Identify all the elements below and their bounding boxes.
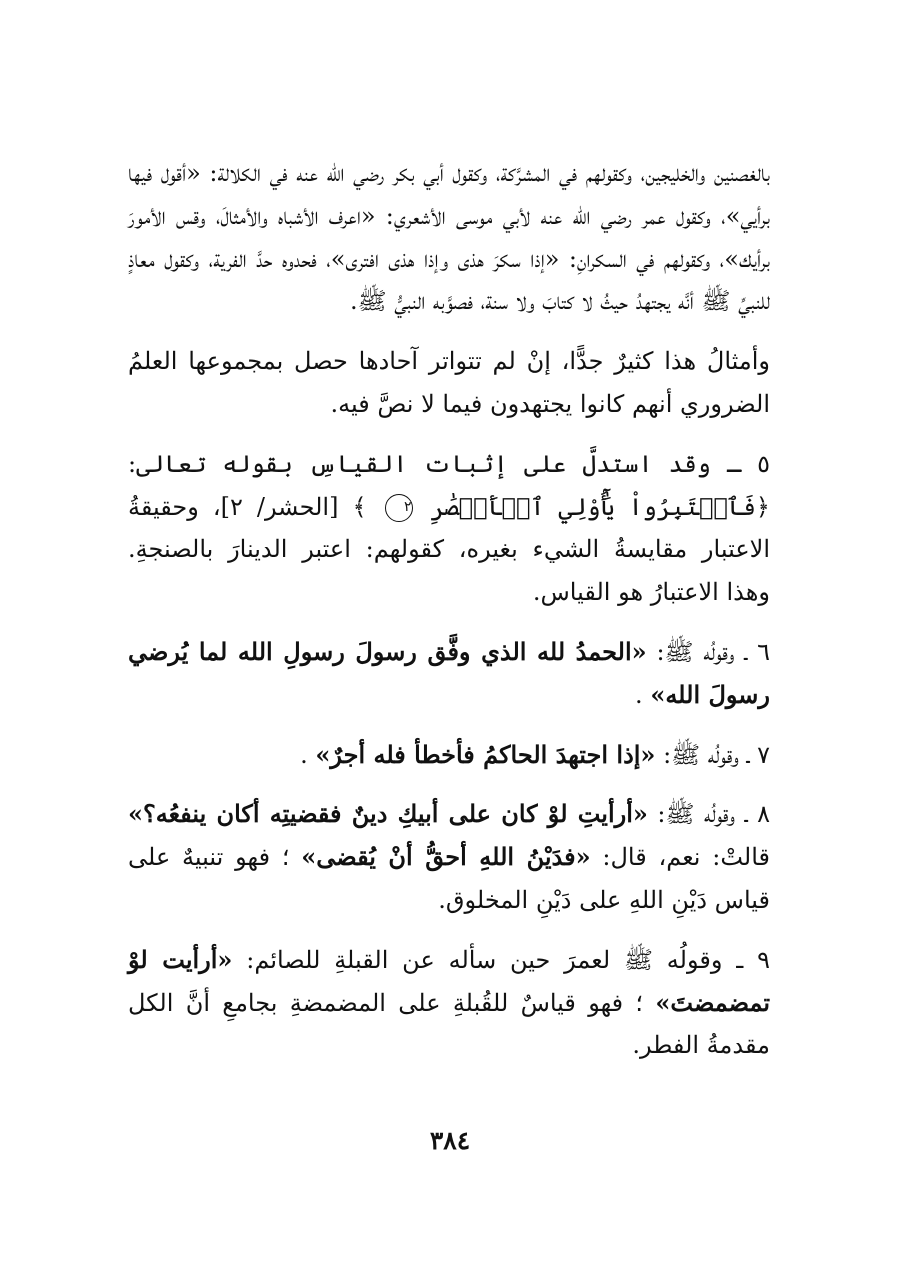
paragraph-5-text-after: . bbox=[300, 740, 308, 769]
paragraph-5 bbox=[128, 734, 770, 777]
paragraph-3-text-before: ٥ ـ وقد استدلَّ على إثبات القياسِ بقوله تعالى: ﴿فَٱعۡتَبِرُواْ يَٰٓأُوْلِي ٱلۡأَبۡصَٰرِ bbox=[128, 449, 770, 521]
paragraph-1 bbox=[128, 152, 770, 323]
paragraph-5-hadith-quote: «إذا اجتهدَ الحاكمُ فأخطأ فله أجرٌ» bbox=[315, 739, 656, 769]
paragraph-6-hadith-quote-2: «فدَيْنُ اللهِ أحقُّ أنْ يُقضى» bbox=[301, 842, 591, 872]
paragraph-4 bbox=[128, 631, 770, 717]
paragraph-5-text-before: ٧ ـ وقولُه ﷺ: bbox=[655, 740, 770, 769]
page-number: ٣٨٤ bbox=[429, 1126, 471, 1155]
paragraph-7-text-after: ؛ فهو قياسٌ للقُبلةِ على المضمضةِ بجامعِ أنَّ الكل مقدمةُ الفطر. bbox=[128, 988, 770, 1060]
page-body bbox=[128, 152, 770, 1067]
paragraph-6-text-after: ؛ فهو تنبيهٌ على قياس دَيْنِ اللهِ على دَيْنِ المخلوق. bbox=[128, 843, 770, 914]
paragraph-7-text-before: ٩ ـ وقولُه ﷺ لعمرَ حين سأله عن القبلةِ للصائم: bbox=[232, 945, 770, 974]
paragraph-7-hadith-quote: «أرأيت لوْ تمضمضتَ» bbox=[128, 944, 770, 1017]
paragraph-6-text-middle: قالتْ: نعم، قال: bbox=[590, 843, 771, 872]
paragraph-6-text-before: ٨ ـ وقولُه ﷺ: bbox=[647, 800, 770, 829]
paragraph-2 bbox=[128, 340, 770, 426]
paragraph-6 bbox=[128, 793, 770, 921]
paragraph-2-text: وأمثالُ هذا كثيرٌ جدًّا، إنْ لم تتواتر آحادها حصل بمجموعها العلمُ الضروري أنهم كانوا يجتهدون فيما لا نصَّ فيه. bbox=[128, 347, 770, 418]
paragraph-6-hadith-quote: «أرأيتِ لوْ كان على أبيكِ دينٌ فقضيتِه أكان ينفعُه؟» bbox=[128, 799, 648, 829]
paragraph-1-text: بالغصنين والخليجين، وكقولهم في المشرَّكة، وكقول أبي بكر رضي الله عنه في الكلالة: «أقول فيها برأيي»، وكقول عمر رضي الله عنه لأبي موسى الأشعري: «اعرف الأشباه والأمثالَ، وقس الأمورَ برأيك»، وكقولهم في السكرانِ: «إذا سكرَ هذى وإذا هذى افترى»، فحدوه حدَّ الفرية، وكقول معاذٍ للنبيِّ ﷺ أنَّه يجتهدُ حيثُ لا كتابَ ولا سنة، فصوَّبه النبيُّ ﷺ. bbox=[128, 159, 771, 316]
paragraph-4-text-after: . bbox=[635, 680, 643, 709]
paragraph-7 bbox=[128, 939, 770, 1067]
paragraph-4-text-before: ٦ ـ وقولُه ﷺ: bbox=[646, 637, 770, 666]
verse-number-marker: ٢ bbox=[385, 494, 413, 522]
paragraph-3 bbox=[128, 443, 770, 614]
paragraph-3-text-after: ﴾ [الحشر/ ٢]، وحقيقةُ الاعتبار مقايسةُ الشيء بغيره، كقولهم: اعتبر الدينارَ بالصنجةِ. وهذا الاعتبارُ هو القياس. bbox=[128, 492, 770, 607]
paragraph-4-hadith-quote: «الحمدُ لله الذي وفَّق رسولَ رسولِ الله لما يُرضي رسولَ الله» bbox=[128, 636, 770, 709]
